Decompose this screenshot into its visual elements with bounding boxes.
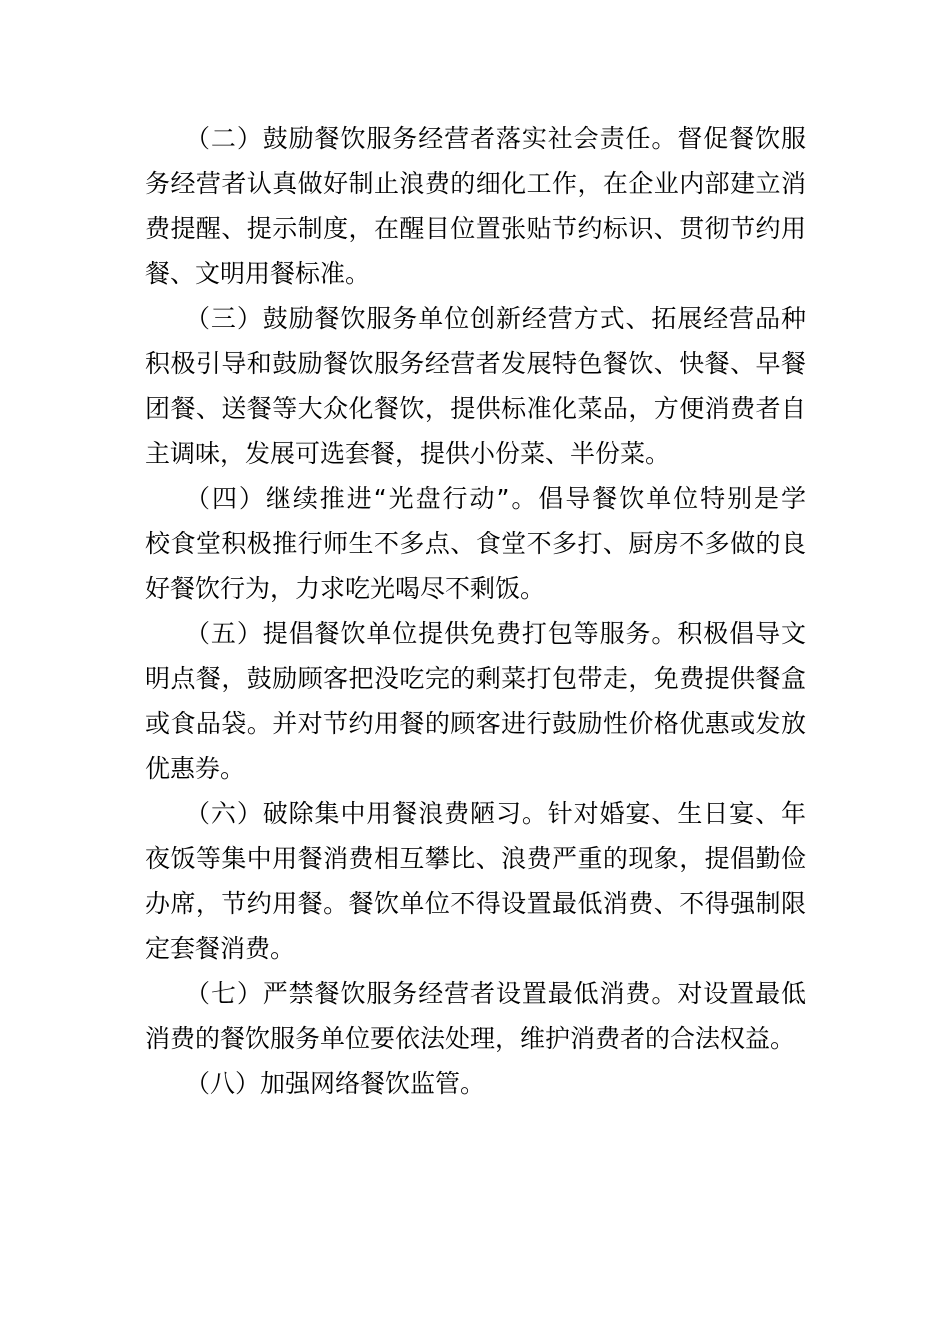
text-line: （五）提倡餐饮单位提供免费打包等服务。积极倡导文 <box>185 619 806 648</box>
text-line: 或食品袋。并对节约用餐的顾客进行鼓励性价格优惠或发放 <box>145 709 806 738</box>
text-line: 团餐、送餐等大众化餐饮，提供标准化菜品，方便消费者自 <box>145 394 806 423</box>
text-line: 务经营者认真做好制止浪费的细化工作，在企业内部建立消 <box>145 169 806 198</box>
paragraph <box>145 476 806 611</box>
paragraph <box>145 116 806 296</box>
paragraph <box>145 791 806 971</box>
text-line: 优惠券。 <box>145 754 246 783</box>
text-line: 定套餐消费。 <box>145 934 296 963</box>
text-line: 费提醒、提示制度，在醒目位置张贴节约标识、贯彻节约用 <box>145 214 806 243</box>
text-line: 主调味，发展可选套餐，提供小份菜、半份菜。 <box>145 439 671 468</box>
text-line: 积极引导和鼓励餐饮服务经营者发展特色餐饮、快餐、早餐 <box>145 349 806 378</box>
text-line: （七）严禁餐饮服务经营者设置最低消费。对设置最低 <box>185 979 806 1008</box>
paragraph <box>145 611 806 791</box>
text-line: 夜饭等集中用餐消费相互攀比、浪费严重的现象，提倡勤俭 <box>145 844 806 873</box>
paragraph <box>145 971 806 1061</box>
text-line: （六）破除集中用餐浪费陋习。针对婚宴、生日宴、年 <box>185 799 806 828</box>
text-line: （二）鼓励餐饮服务经营者落实社会责任。督促餐饮服 <box>185 124 806 153</box>
text-line: （四）继续推进“光盘行动”。倡导餐饮单位特别是学 <box>185 484 806 513</box>
text-line: （三）鼓励餐饮服务单位创新经营方式、拓展经营品种 <box>185 304 806 333</box>
text-line: 餐、文明用餐标准。 <box>145 259 371 288</box>
text-line: 办席，节约用餐。餐饮单位不得设置最低消费、不得强制限 <box>145 889 806 918</box>
text-line: （八）加强网络餐饮监管。 <box>185 1069 486 1098</box>
paragraph <box>145 1061 806 1106</box>
text-line: 明点餐，鼓励顾客把没吃完的剩菜打包带走，免费提供餐盒 <box>145 664 806 693</box>
text-line: 校食堂积极推行师生不多点、食堂不多打、厨房不多做的良 <box>145 529 806 558</box>
document-body <box>145 116 806 1106</box>
text-line: 好餐饮行为，力求吃光喝尽不剩饭。 <box>145 574 546 603</box>
text-line: 消费的餐饮服务单位要依法处理，维护消费者的合法权益。 <box>145 1024 796 1053</box>
paragraph <box>145 296 806 476</box>
